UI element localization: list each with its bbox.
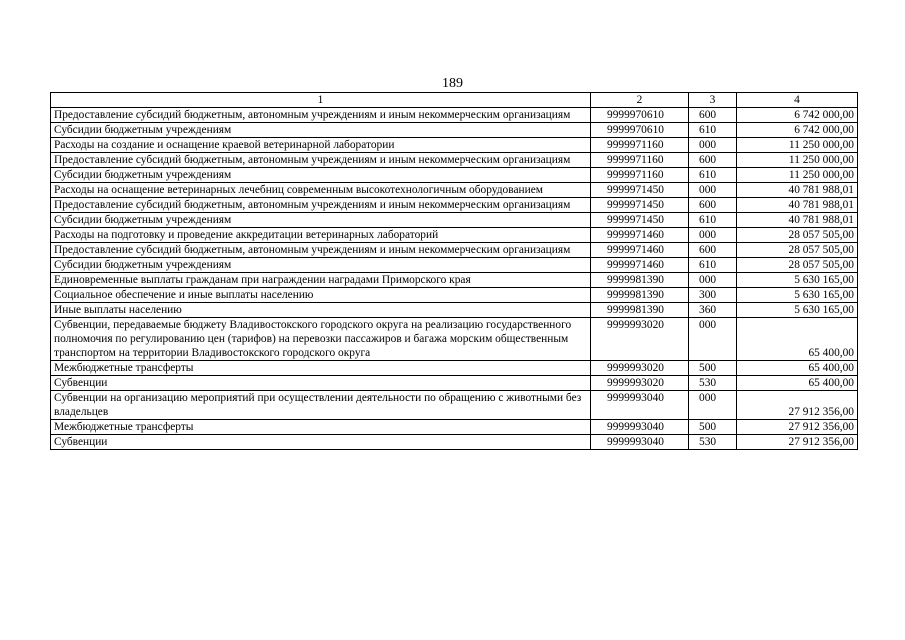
row-code-cell: 9999993020 <box>591 318 689 361</box>
row-type-cell: 000 <box>689 183 737 198</box>
table-row <box>51 273 858 288</box>
table-row <box>51 108 858 123</box>
row-code-cell: 9999993020 <box>591 376 689 391</box>
row-sum-cell: 5 630 165,00 <box>737 303 858 318</box>
row-code-cell: 9999971460 <box>591 258 689 273</box>
table-header-row <box>51 93 858 108</box>
page-number: 189 <box>442 76 463 91</box>
row-code-cell: 9999971160 <box>591 168 689 183</box>
table-row <box>51 376 858 391</box>
row-type-cell: 000 <box>689 228 737 243</box>
row-type-cell: 610 <box>689 258 737 273</box>
row-sum-cell: 11 250 000,00 <box>737 168 858 183</box>
row-type-cell: 500 <box>689 420 737 435</box>
row-name-cell: Субвенции <box>51 435 591 450</box>
row-code-cell: 9999993040 <box>591 420 689 435</box>
row-name-cell: Субсидии бюджетным учреждениям <box>51 168 591 183</box>
table-row <box>51 198 858 213</box>
row-sum-cell: 6 742 000,00 <box>737 108 858 123</box>
row-type-cell: 530 <box>689 376 737 391</box>
row-type-cell: 000 <box>689 138 737 153</box>
row-name-cell: Субвенции, передаваемые бюджету Владивостокского городского округа на реализацию государственного полномочия по регулированию цен (тарифов) на перевозки пассажиров и багажа морским общественным транспортом на территории Владивостокского городского округа <box>51 318 591 361</box>
row-code-cell: 9999971160 <box>591 138 689 153</box>
row-sum-cell: 11 250 000,00 <box>737 138 858 153</box>
row-type-cell: 300 <box>689 288 737 303</box>
row-code-cell: 9999981390 <box>591 273 689 288</box>
row-name-cell: Субвенции <box>51 376 591 391</box>
row-type-cell: 500 <box>689 361 737 376</box>
table-row <box>51 318 858 361</box>
row-name-cell: Межбюджетные трансферты <box>51 361 591 376</box>
row-name-cell: Предоставление субсидий бюджетным, автономным учреждениям и иным некоммерческим организациям <box>51 108 591 123</box>
row-sum-cell: 5 630 165,00 <box>737 288 858 303</box>
row-sum-cell: 65 400,00 <box>737 361 858 376</box>
row-name-cell: Социальное обеспечение и иные выплаты населению <box>51 288 591 303</box>
row-sum-cell: 27 912 356,00 <box>737 420 858 435</box>
row-name-cell: Предоставление субсидий бюджетным, автономным учреждениям и иным некоммерческим организациям <box>51 153 591 168</box>
table-row <box>51 153 858 168</box>
row-type-cell: 000 <box>689 391 737 420</box>
row-code-cell: 9999971460 <box>591 243 689 258</box>
table-row <box>51 258 858 273</box>
table-row <box>51 243 858 258</box>
table-row <box>51 138 858 153</box>
row-code-cell: 9999970610 <box>591 108 689 123</box>
row-type-cell: 610 <box>689 123 737 138</box>
row-type-cell: 610 <box>689 213 737 228</box>
row-sum-cell: 28 057 505,00 <box>737 258 858 273</box>
column-header-3: 3 <box>689 93 737 108</box>
row-code-cell: 9999993040 <box>591 435 689 450</box>
row-name-cell: Предоставление субсидий бюджетным, автономным учреждениям и иным некоммерческим организациям <box>51 198 591 213</box>
row-type-cell: 600 <box>689 108 737 123</box>
row-code-cell: 9999971160 <box>591 153 689 168</box>
budget-table <box>50 92 858 450</box>
row-name-cell: Субвенции на организацию мероприятий при осуществлении деятельности по обращению с животными без владельцев <box>51 391 591 420</box>
row-sum-cell: 65 400,00 <box>737 318 858 361</box>
table-row <box>51 168 858 183</box>
row-name-cell: Расходы на подготовку и проведение аккредитации ветеринарных лабораторий <box>51 228 591 243</box>
row-name-cell: Предоставление субсидий бюджетным, автономным учреждениям и иным некоммерческим организациям <box>51 243 591 258</box>
row-code-cell: 9999970610 <box>591 123 689 138</box>
row-name-cell: Субсидии бюджетным учреждениям <box>51 213 591 228</box>
row-name-cell: Межбюджетные трансферты <box>51 420 591 435</box>
table-row <box>51 435 858 450</box>
row-sum-cell: 40 781 988,01 <box>737 198 858 213</box>
row-name-cell: Расходы на оснащение ветеринарных лечебниц современным высокотехнологичным оборудованием <box>51 183 591 198</box>
row-sum-cell: 40 781 988,01 <box>737 213 858 228</box>
row-code-cell: 9999971450 <box>591 213 689 228</box>
row-sum-cell: 40 781 988,01 <box>737 183 858 198</box>
table-row <box>51 213 858 228</box>
row-type-cell: 530 <box>689 435 737 450</box>
row-type-cell: 600 <box>689 198 737 213</box>
row-sum-cell: 11 250 000,00 <box>737 153 858 168</box>
row-sum-cell: 65 400,00 <box>737 376 858 391</box>
row-name-cell: Субсидии бюджетным учреждениям <box>51 123 591 138</box>
row-type-cell: 610 <box>689 168 737 183</box>
budget-table-body <box>51 93 858 450</box>
row-code-cell: 9999971460 <box>591 228 689 243</box>
row-code-cell: 9999981390 <box>591 288 689 303</box>
row-name-cell: Единовременные выплаты гражданам при награждении наградами Приморского края <box>51 273 591 288</box>
table-row <box>51 123 858 138</box>
row-code-cell: 9999971450 <box>591 198 689 213</box>
row-type-cell: 000 <box>689 318 737 361</box>
table-row <box>51 391 858 420</box>
column-header-2: 2 <box>591 93 689 108</box>
column-header-1: 1 <box>51 93 591 108</box>
row-sum-cell: 28 057 505,00 <box>737 243 858 258</box>
row-sum-cell: 27 912 356,00 <box>737 435 858 450</box>
row-sum-cell: 28 057 505,00 <box>737 228 858 243</box>
table-row <box>51 183 858 198</box>
row-sum-cell: 5 630 165,00 <box>737 273 858 288</box>
row-code-cell: 9999981390 <box>591 303 689 318</box>
table-row <box>51 288 858 303</box>
row-name-cell: Иные выплаты населению <box>51 303 591 318</box>
row-code-cell: 9999993020 <box>591 361 689 376</box>
column-header-4: 4 <box>737 93 858 108</box>
table-row <box>51 361 858 376</box>
row-type-cell: 360 <box>689 303 737 318</box>
row-sum-cell: 27 912 356,00 <box>737 391 858 420</box>
row-name-cell: Расходы на создание и оснащение краевой ветеринарной лаборатории <box>51 138 591 153</box>
row-type-cell: 600 <box>689 243 737 258</box>
table-row <box>51 228 858 243</box>
row-type-cell: 600 <box>689 153 737 168</box>
row-type-cell: 000 <box>689 273 737 288</box>
table-row <box>51 420 858 435</box>
table-row <box>51 303 858 318</box>
row-code-cell: 9999971450 <box>591 183 689 198</box>
row-sum-cell: 6 742 000,00 <box>737 123 858 138</box>
row-name-cell: Субсидии бюджетным учреждениям <box>51 258 591 273</box>
row-code-cell: 9999993040 <box>591 391 689 420</box>
